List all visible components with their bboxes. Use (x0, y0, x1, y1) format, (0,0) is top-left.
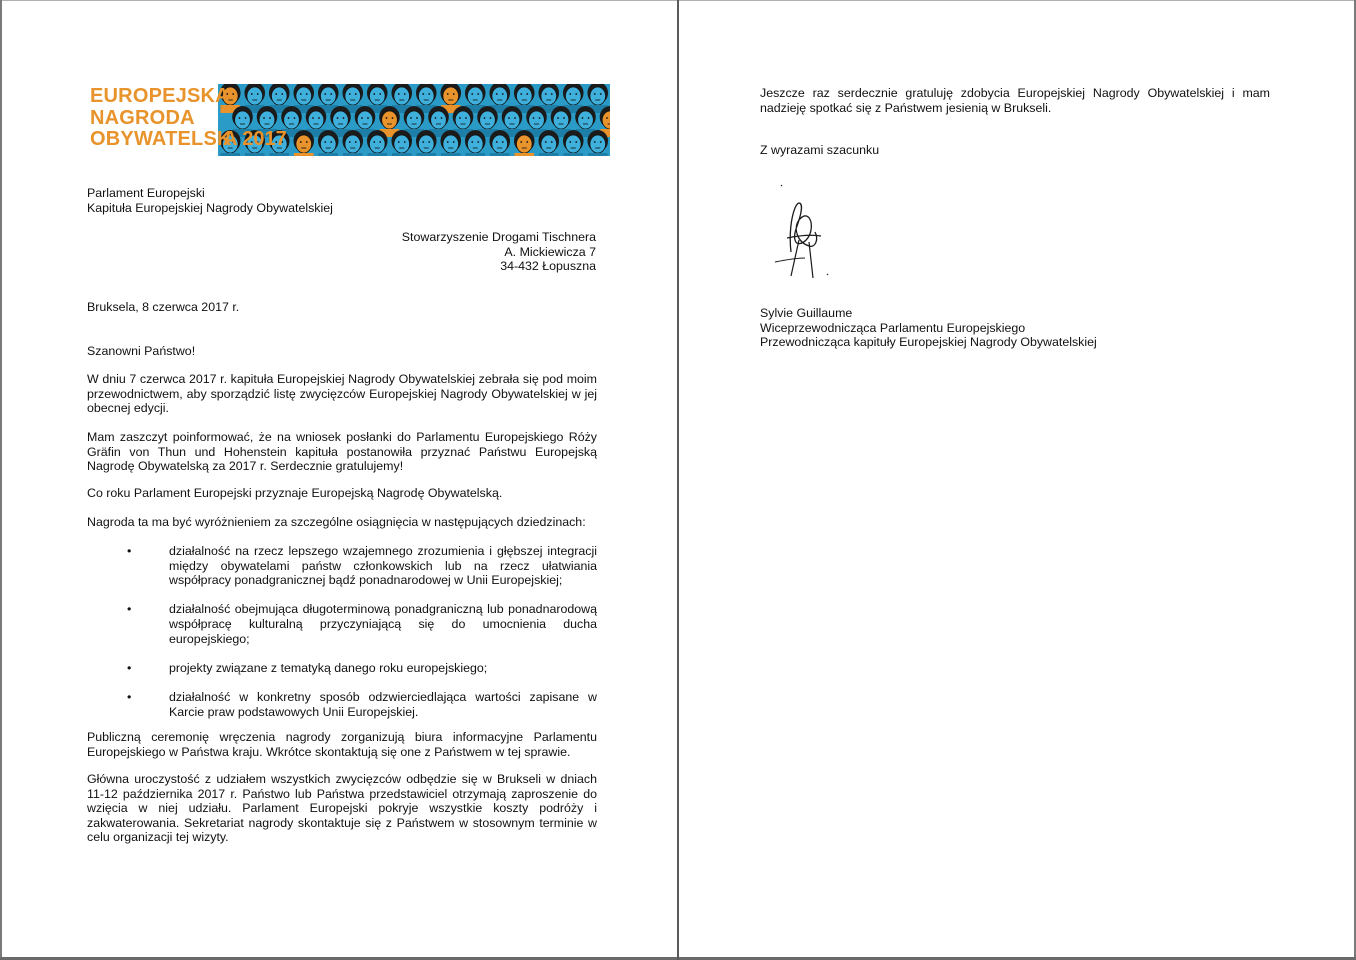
crowd-face (489, 130, 510, 156)
recipient-city: 34-432 Łopuszna (500, 259, 596, 274)
crowd-face (293, 130, 314, 156)
list-item: • działalność obejmująca długoterminową ponadgraniczną lub ponadnarodową współpracę kulturalną przyczyniającą się do umocnienia ducha europejskiego; (127, 602, 597, 646)
award-criteria-list (127, 544, 597, 734)
paragraph-4: Nagroda ta ma być wyróżnieniem za szczególne osiągnięcia w następujących dziedzinach: (87, 515, 586, 529)
paragraph-3: Co roku Parlament Europejski przyznaje Europejską Nagrodę Obywatelską. (87, 486, 503, 500)
signer-title-1: Wiceprzewodnicząca Parlamentu Europejskiego (760, 320, 1026, 335)
handwritten-signature (769, 180, 849, 280)
signature-block (760, 306, 1280, 350)
banner-title-line-1: EUROPEJSKA (90, 85, 230, 107)
banner-title (90, 86, 232, 151)
crowd-face (538, 130, 559, 156)
signature-image (769, 180, 849, 280)
crowd-face (391, 130, 412, 156)
sender-line-2: Kapituła Europejskiej Nagrody Obywatelskiej (87, 200, 333, 215)
signer-name: Sylvie Guillaume (760, 306, 853, 320)
crowd-face (416, 130, 437, 156)
crowd-face (587, 130, 608, 156)
crowd-face (514, 130, 535, 156)
list-item: • projekty związane z tematyką danego roku europejskiego; (127, 661, 597, 676)
recipient-address (322, 230, 596, 274)
recipient-street: A. Mickiewicza 7 (504, 244, 596, 259)
paragraph-5: Publiczną ceremonię wręczenia nagrody zorganizują biura informacyjne Parlamentu Europejskiego w Państwa kraju. Wkrótce skontaktują się one z Państwem w tej sprawie. (87, 730, 597, 759)
crowd-face (563, 130, 584, 156)
closing-paragraph: Jeszcze raz serdecznie gratuluję zdobycia Europejskiej Nagrody Obywatelskiej i mam nadzieję spotkać się z Państwem jesienią w Brukseli. (760, 86, 1270, 115)
crowd-face (465, 130, 486, 156)
paragraph-1: W dniu 7 czerwca 2017 r. kapituła Europejskiej Nagrody Obywatelskiej zebrała się pod moim przewodnictwem, aby sporządzić listę zwycięzców Europejskiej Nagrody Obywatelskiej w jej obecnej edycji. (87, 372, 597, 416)
award-banner (87, 84, 610, 156)
list-item: • działalność na rzecz lepszego wzajemnego zrozumienia i głębszej integracji między obywatelami państw członkowskich lub na rzecz ułatwiania współpracy ponadgranicznej bądź ponadnarodowej w Unii Europejskiej; (127, 544, 597, 588)
letter-salutation: Szanowni Państwo! (87, 344, 196, 358)
banner-title-line-3: OBYWATELSK (90, 128, 232, 150)
recipient-name: Stowarzyszenie Drogami Tischnera (401, 230, 596, 244)
signer-title-2: Przewodnicząca kapituły Europejskiej Nagrody Obywatelskiej (760, 335, 1097, 350)
banner-title-line-2: NAGRODA (90, 106, 195, 129)
sender-line-1: Parlament Europejski (87, 186, 205, 200)
paragraph-2: Mam zaszczyt poinformować, że na wniosek posłanki do Parlamentu Europejskiego Róży Gräfin von Thun und Hohenstein kapituła postanowiła przyznać Państwu Europejską Nagrodę Obywatelską za 2017 r. Serdecznie gratulujemy! (87, 430, 597, 474)
page-2 (679, 0, 1354, 957)
sender-block (87, 186, 607, 215)
letter-date: Bruksela, 8 czerwca 2017 r. (87, 300, 240, 314)
banner-year: A 2017 (223, 128, 287, 150)
crowd-face (440, 130, 461, 156)
crowd-face (342, 130, 363, 156)
page-1 (2, 0, 677, 957)
list-item: • działalność w konkretny sposób odzwierciedlająca wartości zapisane w Karcie praw podstawowych Unii Europejskiej. (127, 690, 597, 719)
crowd-face (367, 130, 388, 156)
crowd-face (318, 130, 339, 156)
closing-regards: Z wyrazami szacunku (760, 143, 880, 157)
paragraph-6: Główna uroczystość z udziałem wszystkich zwycięzców odbędzie się w Brukseli w dniach 11-12 października 2017 r. Państwo lub Państwa przedstawiciel otrzymają zaproszenie do wzięcia w niej udziału. Parlament Europejski pokryje wszystkie koszty podróży i zakwaterowania. Sekretariat nagrody skontaktuje się z Państwem w stosownym terminie w celu organizacji tej wizyty. (87, 772, 597, 845)
